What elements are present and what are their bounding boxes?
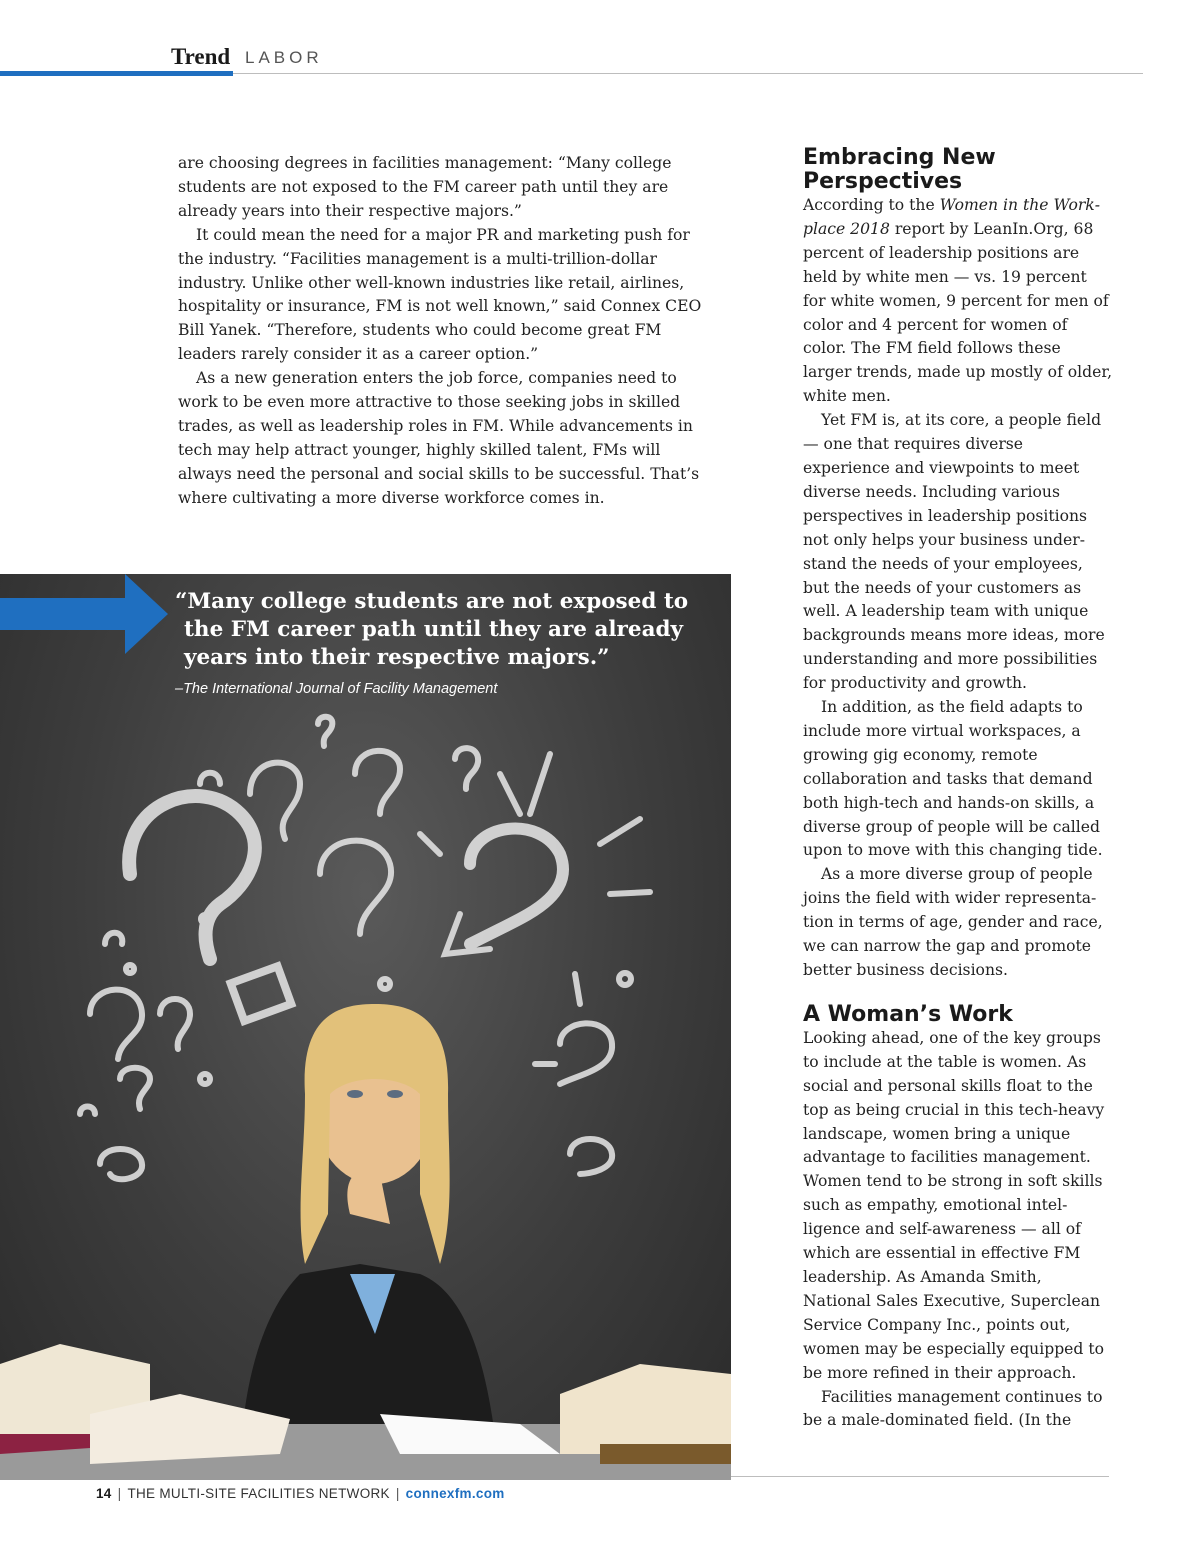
body-paragraph: Facilities management continues to be a male-dominated field. (In the xyxy=(803,1387,1103,1430)
footer-separator: | xyxy=(395,1486,400,1501)
publication-name: THE MULTI-SITE FACILITIES NETWORK xyxy=(127,1486,390,1501)
body-paragraph: In addition, as the field adapts to include more virtual workspaces, a growing gig economy, remote collaboration and tasks that demand both high-tech and hands-on skills, a diverse group of people will be called upon to move with this changing tide. xyxy=(803,698,1103,860)
footer-divider xyxy=(731,1476,1109,1477)
arrow-right-icon xyxy=(0,574,170,654)
header-accent-rule xyxy=(0,71,233,76)
section-label-labor: LABOR xyxy=(245,48,323,67)
subheading-womans-work: A Woman’s Work xyxy=(803,1001,1013,1027)
page-footer xyxy=(96,1486,505,1501)
pull-quote: “Many college students are not exposed to the FM career path until they are already years into their respective majors.” xyxy=(175,589,689,670)
right-column-text xyxy=(803,146,1113,1433)
header-divider xyxy=(233,73,1143,74)
subheading-embracing: Embracing New Perspectives xyxy=(803,145,996,194)
body-paragraph: As a more diverse group of people joins the field with wider representation in terms of age, gender and race, we can narrow the gap and promote better business decisions. xyxy=(803,865,1103,979)
chalkboard-illustration xyxy=(0,574,731,1480)
section-label-trend: Trend xyxy=(171,44,231,69)
left-column-text xyxy=(178,152,703,511)
body-paragraph: It could mean the need for a major PR and marketing push for the industry. “Facilities management is a multi-trillion-dollar industry. Unlike other well-known industries like retail, airlines, hospitality or insurance, FM is not well known,” said Connex CEO Bill Yanek. “Therefore, students who could become great FM leaders rarely consider it as a career option.” xyxy=(178,225,702,364)
page-number: 14 xyxy=(96,1486,112,1501)
body-paragraph: According to the Women in the Workplace 2018 report by LeanIn.Org, 68 percent of leadership positions are held by white men — vs. 19 percent for white women, 9 percent for men of color and 4 percent for women of color. The FM field follows these larger trends, made up mostly of older, white men. xyxy=(803,196,1113,406)
body-paragraph: As a new generation enters the job force, companies need to work to be even more attractive to those seeking jobs in skilled trades, as well as leadership roles in FM. While advancements in tech may help attract younger, highly skilled talent, FMs will always need the personal and social skills to be successful. That’s where cultivating a more diverse workforce comes in. xyxy=(178,369,700,507)
pull-quote-attribution: –The International Journal of Facility Management xyxy=(175,681,498,697)
report-title: Women in the Workplace 2018 xyxy=(803,196,1101,238)
body-paragraph: Looking ahead, one of the key groups to include at the table is women. As social and personal skills float to the top as being crucial in this tech-heavy landscape, women bring a unique advantage to facilities management. Women tend to be strong in soft skills such as empathy, emotional intelligence and self-awareness — all of which are essential in effective FM leadership. As Amanda Smith, National Sales Executive, Superclean Service Company Inc., points out, women may be especially equipped to be more refined in their approach. xyxy=(803,1028,1105,1382)
chalkboard-photo xyxy=(0,574,731,1480)
body-paragraph: are choosing degrees in facilities management: “Many college students are not exposed to the FM career path until they are already years into their respective majors.” xyxy=(178,154,672,220)
website-link[interactable]: connexfm.com xyxy=(405,1486,505,1501)
woman-figure xyxy=(240,1004,500,1480)
footer-separator: | xyxy=(117,1486,122,1501)
body-paragraph: Yet FM is, at its core, a people field — one that requires diverse experience and viewpoints to meet diverse needs. Including various perspectives in leadership positions not only helps your business understand the needs of your employees, but the needs of your customers as well. A leadership team with unique backgrounds means more ideas, more understanding and more possibilities for productivity and growth. xyxy=(803,411,1105,693)
